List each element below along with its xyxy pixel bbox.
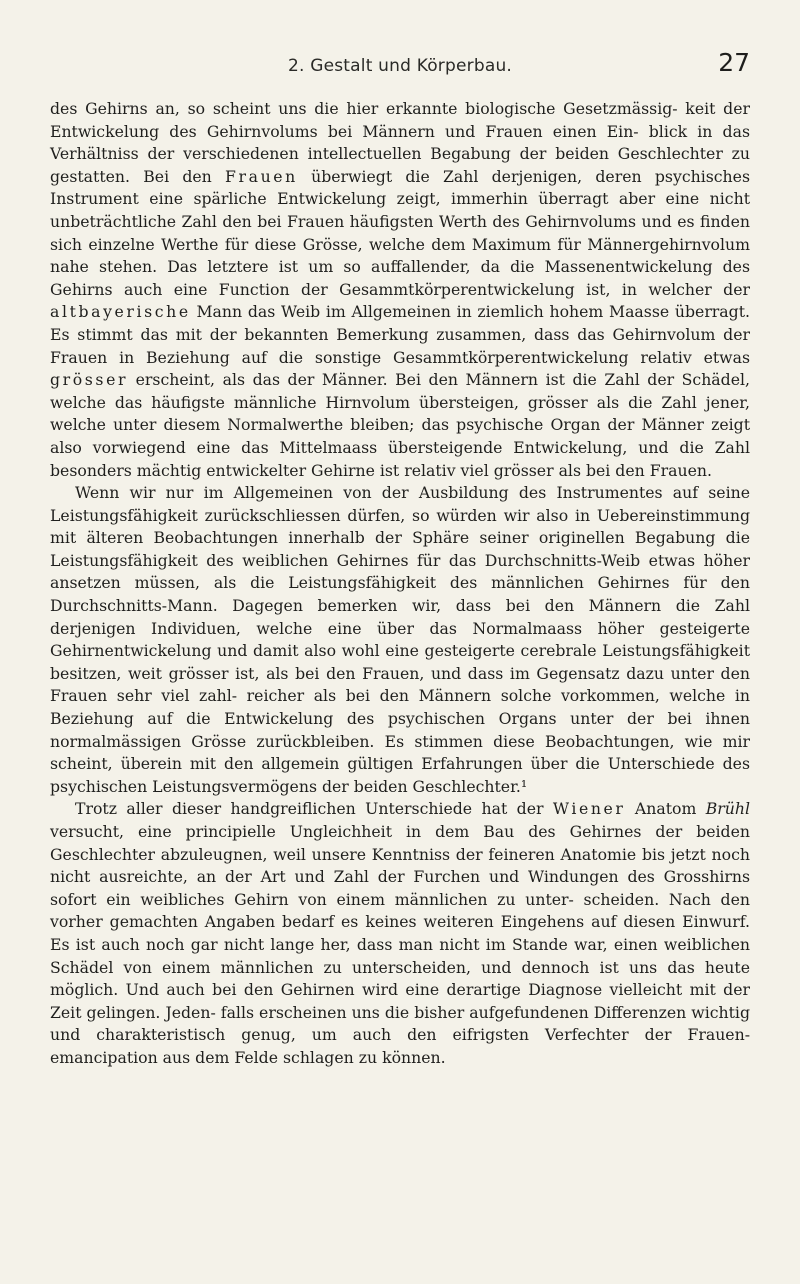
text-run: Wenn wir nur im Allgemeinen von der Ausbildung des Instrumentes auf seine Leistungsfähigkeit zurückschliessen dürfen, so würden wir also in Uebereinstimmung mit älteren Beobachtungen innerhalb der Sphäre seiner originellen Begabung die Leistungsfähigkeit des weiblichen Gehirnes für das Durchschnitts-Weib etwas höher ansetzen müssen, als die Leistungsfähigkeit des männlichen Gehirnes für den Durchschnitts-Mann. Dagegen bemerken wir, dass bei den Männern die Zahl derjenigen Individuen, welche eine über das Normalmaass höher gesteigerte Gehirnentwickelung und damit also wohl eine gesteigerte cerebrale Leistungsfähigkeit besitzen, weit grösser ist, als bei den Frauen, und dass im Gegensatz dazu unter den Frauen sehr viel zahl- reicher als bei den Männern solche vorkommen, welche in Beziehung auf die Entwickelung des psychischen Organs unter der bei ihnen normalmässigen Grösse zurückbleiben. Es stimmen diese Beobachtungen, wie mir scheint, überein mit den allgemein gültigen Erfahrungen über die Unterschiede des psychischen Leistungsvermögens der beiden Geschlechter.¹ [50,483,750,796]
page-header [50,48,750,88]
text-run: überwiegt die Zahl derjenigen, deren psychisches Instrument eine spärliche Entwickelung zeigt, immerhin überragt aber eine nicht unbeträchtliche Zahl den bei Frauen häufigsten Werth des Gehirnvolums und es finden sich einzelne Werthe für diese Grösse, welche dem Maximum für Männergehirnvolum nahe stehen. Das letztere ist um so auffallender, da die Massenentwickelung des Gehirns auch eine Function der Gesammtkörperentwickelung ist, in welcher der [50,166,750,299]
emphasis-spaced: altbayerische [50,302,191,322]
running-head: 2. Gestalt und Körperbau. [287,56,513,76]
body-text [50,98,750,1070]
text-run: versucht, eine principielle Ungleichheit in dem Bau des Gehirnes der beiden Geschlechter abzuleugnen, weil unsere Kenntniss der feineren Anatomie bis jetzt noch nicht ausreichte, an der Art und Zahl der Furchen und Windungen des Grosshirns sofort ein weibliches Gehirn von einem männlichen zu unter- scheiden. Nach den vorher gemachten Angaben bedarf es keines weiteren Eingehens auf diesen Einwurf. Es ist auch noch gar nicht lange her, dass man nicht im Stande war, einen weiblichen Schädel von einem männlichen zu unterscheiden, und dennoch ist uns das heute möglich. Und auch bei den Gehirnen wird eine derartige Diagnose vielleicht mit der Zeit gelingen. Jeden- falls erscheinen uns die bisher aufgefundenen Differenzen wichtig und charakteristisch genug, um auch den eifrigsten Verfechter der Frauen- emancipation aus dem Felde schlagen zu können. [50,822,750,1067]
text-run: erscheint, als das der Männer. Bei den Männern ist die Zahl der Schädel, welche das häufigste männliche Hirnvolum übersteigen, grösser als die Zahl jener, welche unter diesem Normalwerthe bleiben; das psychische Organ der Männer zeigt also vorwiegend eine das Mittelmaass übersteigende Entwickelung, und die Zahl besonders mächtig entwickelter Gehirne ist relativ viel grösser als bei den Frauen. [50,370,750,480]
emphasis-spaced: grösser [50,370,129,390]
text-run: Anatom [625,799,706,819]
text-run: Mann das Weib im Allgemeinen in ziemlich hohem Maasse überragt. Es stimmt das mit der bekannten Bemerkung zusammen, dass das Gehirnvolum der Frauen in Beziehung auf die sonstige Gesammtkörperentwickelung relativ etwas [50,302,750,367]
paragraph [50,798,750,1069]
paragraph [50,482,750,798]
page-number: 27 [718,48,750,77]
paragraph [50,98,750,482]
emphasis-italic-name: Brühl [705,799,750,819]
emphasis-spaced: Frauen [225,166,298,186]
text-run: Trotz aller dieser handgreiflichen Unterschiede hat der [75,799,553,819]
text-run: des Gehirns an, so scheint uns die hier erkannte biologische Gesetzmässig- keit der Entwickelung des Gehirnvolums bei Männern und Frauen einen Ein- blick in das Verhältniss der verschiedenen intellectuellen Begabung der beiden Geschlechter zu gestatten. Bei den [50,99,750,186]
emphasis-spaced: Wiener [552,799,626,819]
